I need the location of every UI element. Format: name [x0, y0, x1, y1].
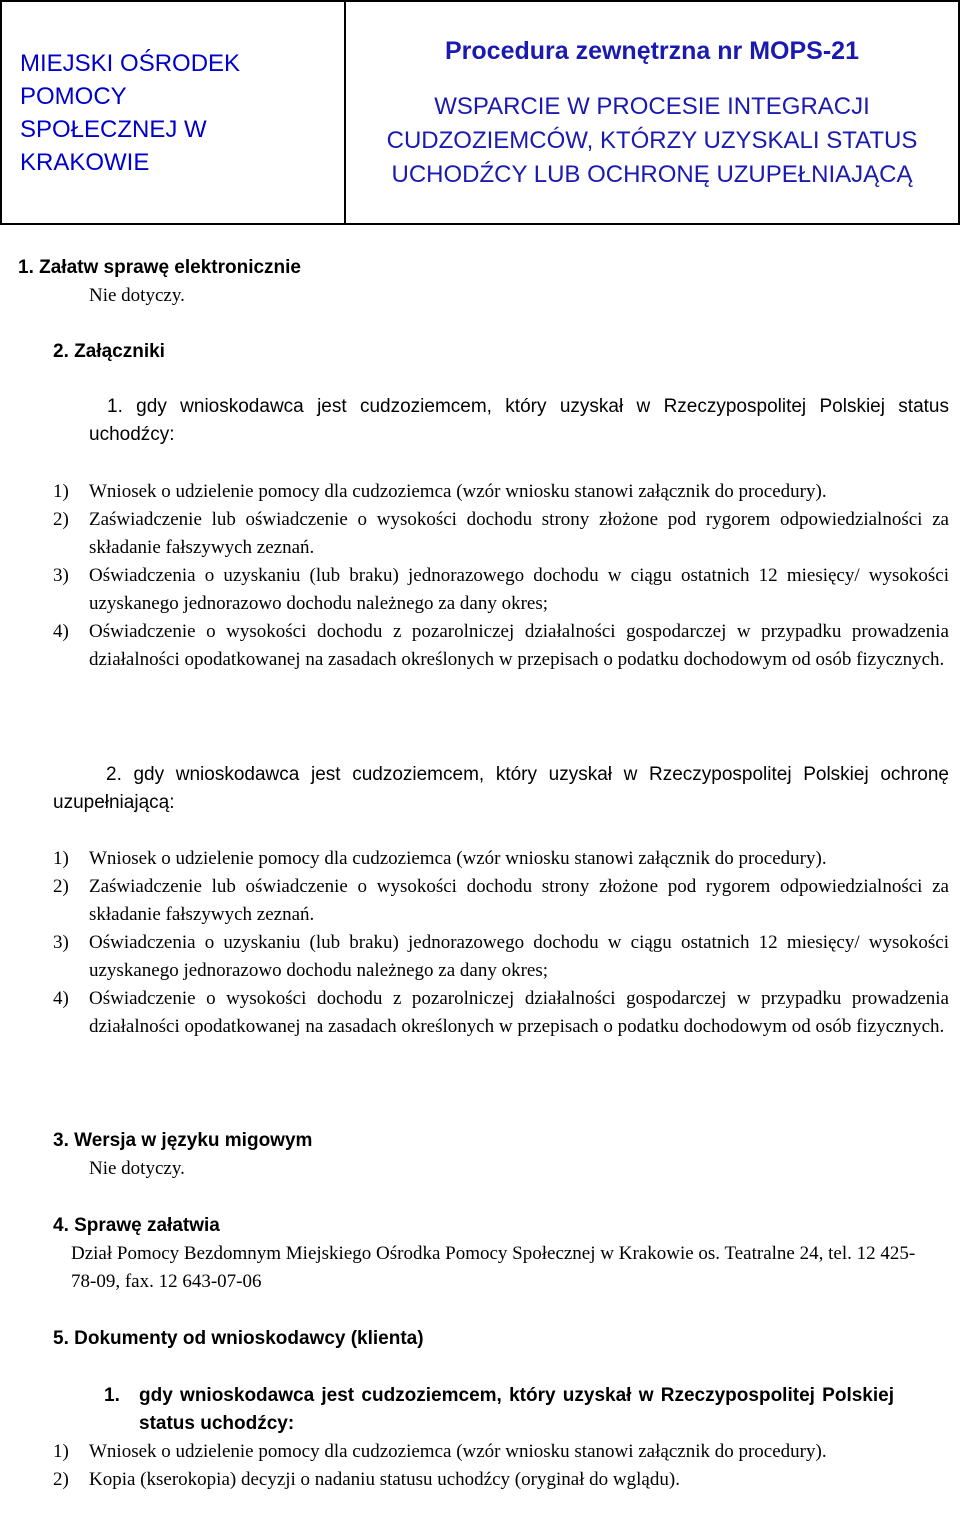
item-text: Wniosek o udzielenie pomocy dla cudzoziemca (wzór wniosku stanowi załącznik do procedury).	[89, 481, 827, 502]
item-number: 3)	[53, 565, 69, 586]
procedure-cell	[345, 1, 959, 224]
list-item	[0, 506, 949, 562]
section-4-heading: 4. Sprawę załatwia	[53, 1215, 220, 1236]
list-item	[0, 845, 949, 873]
list-item	[0, 929, 949, 985]
item-number: 3)	[53, 932, 69, 953]
item-text: Zaświadczenie lub oświadczenie o wysokości dochodu strony złożone pod rygorem odpowiedzialności za składanie fałszywych zeznań.	[89, 876, 949, 925]
procedure-subtitle: WSPARCIE W PROCESIE INTEGRACJI CUDZOZIEMCÓW, KTÓRZY UZYSKALI STATUS UCHODŹCY LUB OCHRONĘ UZUPEŁNIAJĄCĄ	[386, 93, 918, 188]
section-2-sub2-list	[0, 845, 949, 1041]
item-text: Oświadczenia o uzyskaniu (lub braku) jednorazowego dochodu w ciągu ostatnich 12 miesięcy/ wysokości uzyskanego jednorazowo dochodu należnego za dany okres;	[89, 932, 949, 981]
item-number: 4)	[53, 988, 69, 1009]
org-line: KRAKOWIE	[20, 149, 150, 176]
section-5-sub1-list	[0, 1438, 900, 1494]
section-2-heading: 2. Załączniki	[53, 341, 165, 362]
item-number: 2)	[53, 1469, 69, 1490]
list-item	[0, 478, 949, 506]
section-5-sub1-number: 1.	[104, 1385, 120, 1406]
section-3-text: Nie dotyczy.	[89, 1158, 185, 1179]
org-line: MIEJSKI OŚRODEK	[20, 50, 241, 77]
item-text: Kopia (kserokopia) decyzji o nadaniu statusu uchodźcy (oryginał do wglądu).	[89, 1469, 680, 1490]
item-text: Wniosek o udzielenie pomocy dla cudzoziemca (wzór wniosku stanowi załącznik do procedury).	[89, 848, 827, 869]
section-5-heading: 5. Dokumenty od wnioskodawcy (klienta)	[53, 1328, 424, 1349]
organization-name	[1, 1, 345, 224]
section-1-heading: 1. Załatw sprawę elektronicznie	[18, 257, 301, 278]
section-2-sub1-heading: 1. gdy wnioskodawca jest cudzoziemcem, który uzyskał w Rzeczypospolitej Polskiej status uchodźcy:	[89, 396, 949, 445]
list-item	[0, 562, 949, 618]
list-item	[0, 1466, 900, 1494]
list-item	[0, 873, 949, 929]
item-text: Wniosek o udzielenie pomocy dla cudzoziemca (wzór wniosku stanowi załącznik do procedury).	[89, 1441, 827, 1462]
section-1-text: Nie dotyczy.	[89, 285, 185, 306]
section-2-sub2-heading: 2. gdy wnioskodawca jest cudzoziemcem, który uzyskał w Rzeczypospolitej Polskiej ochronę uzupełniającą:	[53, 764, 949, 813]
procedure-title: Procedura zewnętrzna nr MOPS-21	[444, 37, 859, 65]
item-number: 1)	[53, 1441, 69, 1462]
org-line: SPOŁECZNEJ W	[20, 116, 207, 143]
item-text: Oświadczenie o wysokości dochodu z pozarolniczej działalności gospodarczej w przypadku prowadzenia działalności opodatkowanej na zasadach określonych w przepisach o podatku dochodowym od osób fizycznych.	[89, 988, 949, 1037]
item-number: 1)	[53, 481, 69, 502]
section-2-sub1-list	[0, 478, 949, 674]
header-table	[0, 0, 960, 225]
item-number: 1)	[53, 848, 69, 869]
item-text: Zaświadczenie lub oświadczenie o wysokości dochodu strony złożone pod rygorem odpowiedzialności za składanie fałszywych zeznań.	[89, 509, 949, 558]
list-item	[0, 618, 949, 674]
list-item	[0, 985, 949, 1041]
list-item	[0, 1438, 900, 1466]
item-number: 2)	[53, 876, 69, 897]
org-line: POMOCY	[20, 83, 127, 110]
section-4-text: Dział Pomocy Bezdomnym Miejskiego Ośrodka Pomocy Społecznej w Krakowie os. Teatralne 24, tel. 12 425-78-09, fax. 12 643-07-06	[71, 1243, 916, 1292]
item-text: Oświadczenie o wysokości dochodu z pozarolniczej działalności gospodarczej w przypadku prowadzenia działalności opodatkowanej na zasadach określonych w przepisach o podatku dochodowym od osób fizycznych.	[89, 621, 949, 670]
item-number: 2)	[53, 509, 69, 530]
section-3-heading: 3. Wersja w języku migowym	[53, 1130, 313, 1151]
section-5-sub1-heading: gdy wnioskodawca jest cudzoziemcem, który uzyskał w Rzeczypospolitej Polskiej status uchodźcy:	[139, 1385, 894, 1434]
item-number: 4)	[53, 621, 69, 642]
item-text: Oświadczenia o uzyskaniu (lub braku) jednorazowego dochodu w ciągu ostatnich 12 miesięcy/ wysokości uzyskanego jednorazowo dochodu należnego za dany okres;	[89, 565, 949, 614]
